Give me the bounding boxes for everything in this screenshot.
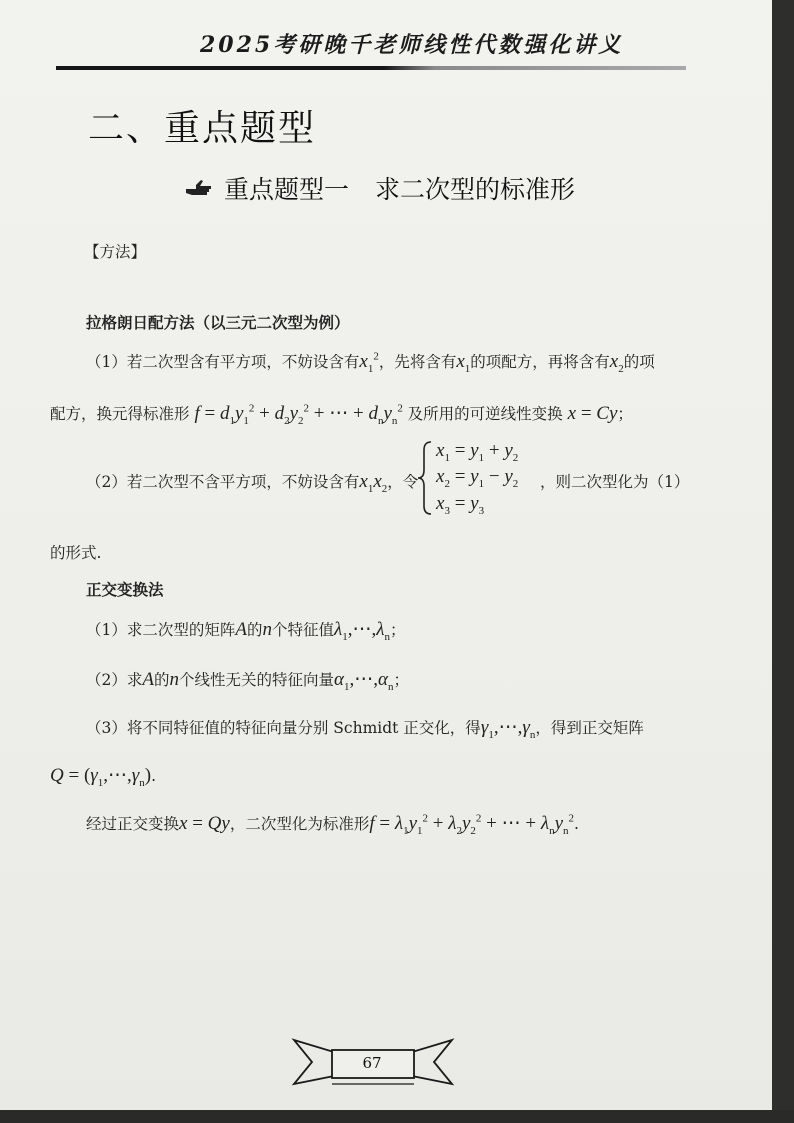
math-gammas: $\gamma_1,\cdots,\gamma_n$	[480, 717, 536, 741]
orthogonal-conclusion: 经过正交变换x = Qy，二次型化为标准形$f = \lambda_1y_1^2 + \lambda_2y_2^2$ + ⋯ + $\lambda_ny_n^2$.	[86, 812, 579, 837]
math-x1x2: $x_1x_2$	[359, 471, 388, 495]
lagrange-step-1-cont: 配方，换元得标准形 $f = d_1y_1^2 + d_2y_2^2$ + ⋯ + $d_ny_n^2$ 及所用的可逆线性变换 x = Cy；	[50, 402, 633, 427]
math-q-matrix: $Q = (\gamma_1,\cdots,\gamma_n)$	[50, 765, 152, 789]
orthogonal-heading: 正交变换法	[86, 580, 164, 599]
hand-pointer-icon	[184, 176, 214, 200]
orthogonal-step-3-cont: $Q = (\gamma_1,\cdots,\gamma_n)$.	[50, 765, 157, 789]
orthogonal-step-1: （1）求二次型的矩阵A的n个特征值$\lambda_1,\cdots,\lambda_n$；	[86, 619, 406, 643]
math-transform-qy: x = Qy	[179, 813, 230, 834]
system-eq-3: $x_3 = y_3$	[436, 493, 485, 517]
lagrange-step-2-cont: 的形式.	[50, 544, 102, 562]
math-standard-form-d: $f = d_1y_1^2 + d_2y_2^2$ + ⋯ + $d_ny_n^2$	[194, 402, 403, 427]
system-brace	[416, 440, 434, 516]
subsection-heading	[184, 170, 575, 206]
math-standard-form-lambda: $f = \lambda_1y_1^2 + \lambda_2y_2^2$ + ⋯ + $\lambda_ny_n^2$	[369, 812, 575, 837]
lagrange-step-2-tail: ，则二次型化为（1）	[540, 473, 690, 491]
math-x1: $x_1$	[456, 351, 471, 375]
math-transform-cy: x = Cy	[567, 403, 618, 424]
orthogonal-step-3: （3）将不同特征值的特征向量分别 Schmidt 正交化，得$\gamma_1,\cdots,\gamma_n$，得到正交矩阵	[86, 717, 644, 741]
lagrange-step-2: （2）若二次型不含平方项，不妨设含有$x_1x_2$，令	[86, 471, 419, 495]
math-x1-squared: $x_1^2$	[359, 350, 379, 375]
orthogonal-step-2: （2）求A的n个线性无关的特征向量$\alpha_1,\cdots,\alpha_n$；	[86, 669, 409, 693]
subsection-title: 求二次型的标准形	[375, 175, 576, 204]
page-number: 67	[362, 1054, 382, 1072]
page-edge-shadow-right	[772, 0, 794, 1123]
system-eq-2: $x_2 = y_1 - y_2$	[436, 466, 519, 490]
section-title: 二、重点题型	[88, 108, 317, 149]
math-x2: $x_2$	[609, 351, 624, 375]
subsection-label: 重点题型一	[224, 175, 350, 204]
math-eigenvectors: $\alpha_1,\cdots,\alpha_n$	[334, 669, 394, 693]
lagrange-step-1: （1）若二次型含有平方项，不妨设含有$x_1^2$，先将含有$x_1$的项配方，再将含有$x_2$的项	[86, 350, 655, 375]
running-header: 2025考研晚千老师线性代数强化讲义	[200, 32, 624, 58]
system-eq-1: $x_1 = y_1 + y_2$	[436, 440, 519, 464]
header-rule	[56, 66, 686, 70]
method-label: 【方法】	[84, 243, 147, 261]
math-eigenvalues: $\lambda_1,\cdots,\lambda_n$	[334, 619, 390, 643]
page-edge-shadow-bottom	[0, 1110, 794, 1123]
lagrange-heading: 拉格朗日配方法（以三元二次型为例）	[86, 313, 350, 332]
